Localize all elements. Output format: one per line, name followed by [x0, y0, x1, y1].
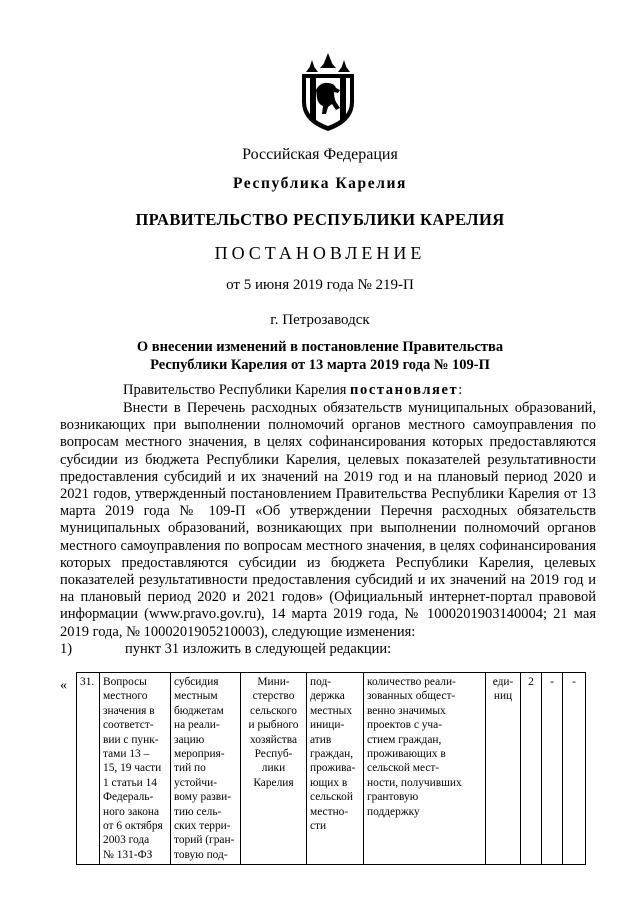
- cell-line: на реали-: [174, 719, 220, 732]
- cell-line: торий (гран-: [174, 834, 235, 847]
- cell-line: ских терри-: [174, 820, 231, 833]
- cell-line: сти: [310, 820, 327, 833]
- table-row: [77, 673, 586, 865]
- cell-line: вии с пунк-: [103, 733, 159, 746]
- cell-line: вому разви-: [174, 791, 232, 804]
- cell-line: 2003 года: [103, 834, 150, 847]
- expenditure-table: [76, 672, 586, 865]
- cell-line: сельской мест-: [367, 762, 440, 775]
- cell-line: прожива-: [310, 762, 356, 775]
- cell-line: проживающих в: [367, 748, 446, 761]
- document-type-heading: ПОСТАНОВЛЕНИЕ: [214, 243, 426, 263]
- republic-heading: Республика Карелия: [232, 175, 408, 192]
- intro-suffix: :: [458, 382, 463, 398]
- cell-line: местных: [310, 704, 353, 717]
- cell-line: сельского: [250, 704, 297, 717]
- value-2021-cell: -: [563, 673, 586, 865]
- intro-paragraph: [60, 382, 596, 399]
- amendment-item-text: пункт 31 изложить в следующей редакции:: [125, 641, 392, 657]
- cell-line: зацию: [174, 733, 205, 746]
- cell-line: тий по: [174, 762, 206, 775]
- cell-line: держка: [310, 690, 345, 703]
- intro-prefix: Правительство Республики Карелия: [123, 382, 351, 398]
- cell-line: значения в: [103, 704, 155, 717]
- cell-line: граждан,: [310, 748, 354, 761]
- cell-line: ности, получивших: [367, 776, 462, 789]
- cell-line: Федераль-: [103, 791, 154, 804]
- document-title-line: Республики Карелия от 13 марта 2019 года № 109-П: [150, 357, 490, 373]
- government-heading: ПРАВИТЕЛЬСТВО РЕСПУБЛИКИ КАРЕЛИЯ: [135, 210, 505, 229]
- subsidy-cell: [171, 673, 241, 865]
- cell-line: № 131-ФЗ: [103, 848, 153, 861]
- value-2019-cell: 2: [521, 673, 542, 865]
- intro-spaced-word: постановляет: [350, 382, 459, 398]
- country-heading: Российская Федерация: [242, 146, 398, 163]
- cell-line: 15, 19 части: [103, 762, 162, 775]
- cell-line: тами 13 –: [103, 748, 150, 761]
- cell-line: грантовую: [367, 791, 419, 804]
- cell-line: Мини-: [257, 676, 290, 688]
- cell-line: еди-: [492, 676, 514, 688]
- amendment-item-number: 1): [60, 641, 73, 657]
- cell-line: Вопросы: [103, 676, 147, 688]
- cell-line: Карелия: [253, 776, 294, 789]
- cell-line: стием граждан,: [367, 733, 442, 746]
- cell-line: под-: [310, 676, 332, 688]
- cell-line: бюджетам: [174, 704, 224, 717]
- cell-line: от 6 октября: [103, 820, 163, 833]
- indicator-cell: [364, 673, 486, 865]
- cell-line: хозяйства: [249, 733, 298, 746]
- cell-line: Респуб-: [254, 748, 293, 761]
- cell-line: количество реали-: [367, 676, 456, 688]
- karelia-coat-of-arms-icon: [296, 52, 360, 132]
- document-title: [0, 338, 640, 374]
- cell-line: венно значимых: [367, 704, 446, 717]
- document-city: г. Петрозаводск: [270, 312, 370, 328]
- cell-line: субсидия: [174, 676, 219, 688]
- cell-line: тию сель-: [174, 805, 222, 818]
- value-2020-cell: -: [542, 673, 563, 865]
- cell-line: сельской: [310, 791, 353, 804]
- cell-line: мероприя-: [174, 748, 225, 761]
- opening-quote: «: [60, 678, 67, 693]
- cell-line: проектов с уча-: [367, 719, 442, 732]
- cell-line: и рыбного: [248, 719, 299, 732]
- cell-line: лики: [261, 762, 286, 775]
- cell-line: поддержку: [367, 805, 420, 818]
- cell-line: ющих в: [310, 776, 348, 789]
- cell-line: устойчи-: [174, 776, 217, 789]
- cell-line: товую под-: [174, 848, 228, 861]
- cell-line: стерство: [252, 690, 295, 703]
- ministry-cell: [241, 673, 307, 865]
- cell-line: ниц: [493, 690, 513, 703]
- unit-cell: [486, 673, 521, 865]
- main-paragraph: Внести в Перечень расходных обязательств муниципальных образований, возникающих при выполнении полномочий органов местного самоуправления по вопросам местного значения, в целях софинансирования которых предоставляются субсидии из бюджета Республики Карелия, целевых показателей результативности предоставления субсидий и их значений на 2019 год и на плановый период 2020 и 2021 годов, утвержденный постановлением Правительства Республики Карелия от 13 марта 2019 года № 109-П «Об утверждении Перечня расходных обязательств муниципальных образований, возникающих при выполнении полномочий органов местного самоуправления по вопросам местного значения, в целях софинансирования которых предоставляются субсидии из бюджета Республики Карелия, целевых показателей результативности предоставления субсидий и их значений на 2019 год и на плановый период 2020 и 2021 годов» (Официальный интернет-портал правовой информации (www.pravo.gov.ru), 14 марта 2019 года, № 1000201903140004; 21 мая 2019 года, № 1000201905210003), следующие изменения:: [60, 400, 596, 640]
- cell-line: местно-: [310, 805, 349, 818]
- document-title-line: О внесении изменений в постановление Правительства: [136, 339, 504, 355]
- cell-line: иници-: [310, 719, 345, 732]
- issue-cell: [100, 673, 171, 865]
- cell-line: местного: [103, 690, 148, 703]
- document-date-number: от 5 июня 2019 года № 219-П: [226, 277, 414, 293]
- cell-line: соответст-: [103, 719, 154, 732]
- cell-line: атив: [310, 733, 332, 746]
- cell-line: 1 статьи 14: [103, 776, 157, 789]
- row-number-cell: 31.: [77, 673, 100, 865]
- cell-line: зованных общест-: [367, 690, 456, 703]
- cell-line: местным: [174, 690, 218, 703]
- cell-line: ного закона: [103, 805, 160, 818]
- activity-cell: [307, 673, 364, 865]
